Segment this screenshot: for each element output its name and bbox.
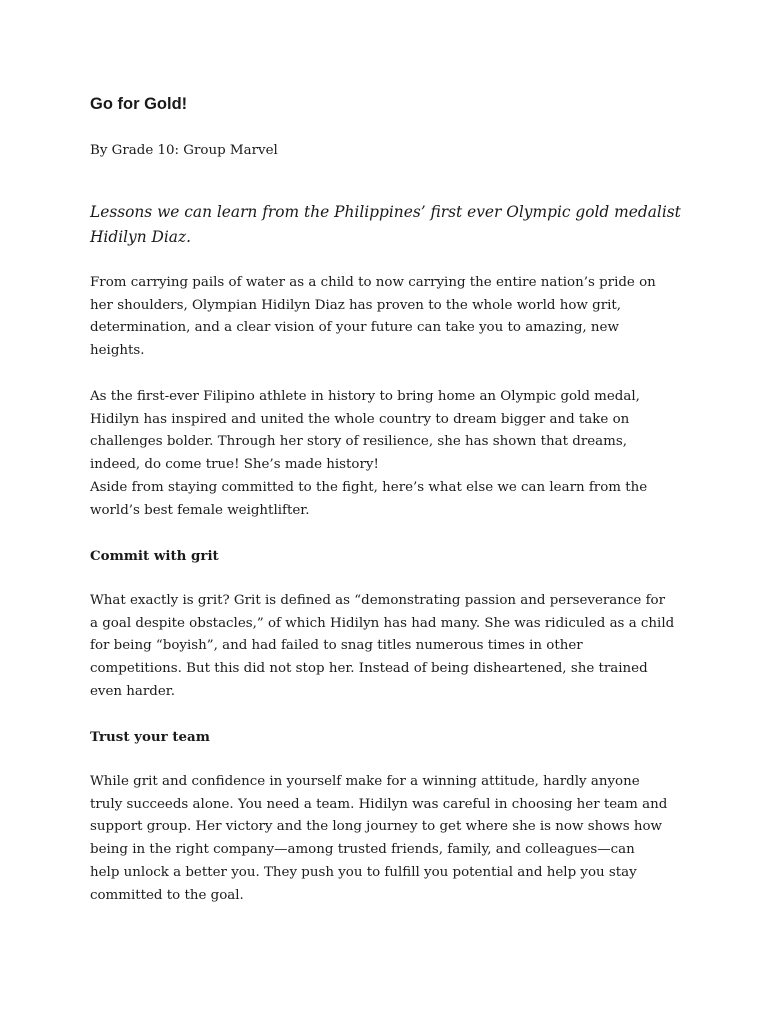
paragraph-line: a goal despite obstacles,” of which Hidilyn has had many. She was ridiculed as a child [90, 615, 675, 631]
paragraph-intro [90, 272, 680, 363]
paragraph-line: While grit and confidence in yourself make for a winning attitude, hardly anyone [90, 774, 640, 789]
paragraph-grit [90, 590, 680, 704]
paragraph-line: What exactly is grit? Grit is defined as “demonstrating passion and perseverance for [90, 593, 666, 608]
paragraph-line: As the first-ever Filipino athlete in history to bring home an Olympic gold medal, [90, 389, 640, 404]
byline: By Grade 10: Group Marvel [90, 143, 278, 158]
paragraph-line: her shoulders, Olympian Hidilyn Diaz has proven to the whole world how grit, [90, 297, 622, 313]
paragraph-line: for being “boyish”, and had failed to snag titles numerous times in other [90, 638, 583, 654]
section-heading-commit-with-grit: Commit with grit [90, 548, 219, 564]
lede [90, 200, 680, 250]
paragraph-line: indeed, do come true! She’s made history! [90, 457, 379, 473]
paragraph-line: truly succeeds alone. You need a team. Hidilyn was careful in choosing her team and [90, 796, 668, 812]
paragraph-line: From carrying pails of water as a child to now carrying the entire nation’s pride on [90, 275, 656, 290]
paragraph-line: being in the right company—among trusted friends, family, and colleagues—can [90, 842, 635, 858]
lede-line: Lessons we can learn from the Philippines’ first ever Olympic gold medalist [90, 203, 681, 221]
paragraph-first-ever [90, 386, 680, 522]
paragraph-line: even harder. [90, 683, 175, 699]
paragraph-line: committed to the goal. [90, 887, 244, 903]
paragraph-line: Hidilyn has inspired and united the whole country to dream bigger and take on [90, 411, 630, 427]
lede-line: Hidilyn Diaz. [90, 228, 191, 246]
paragraph-line: competitions. But this did not stop her. Instead of being disheartened, she trained [90, 661, 648, 677]
paragraph-line: determination, and a clear vision of your future can take you to amazing, new [90, 320, 619, 336]
paragraph-line: support group. Her victory and the long journey to get where she is now shows how [90, 819, 662, 835]
paragraph-line: world’s best female weightlifter. [90, 502, 310, 518]
paragraph-line: heights. [90, 343, 145, 359]
document-title: Go for Gold! [90, 95, 188, 113]
section-heading-trust-your-team: Trust your team [90, 729, 210, 745]
paragraph-line: challenges bolder. Through her story of resilience, she has shown that dreams, [90, 434, 627, 450]
paragraph-team [90, 771, 680, 907]
paragraph-line: Aside from staying committed to the fight, here’s what else we can learn from the [90, 479, 648, 495]
paragraph-line: help unlock a better you. They push you to fulfill you potential and help you stay [90, 864, 637, 880]
